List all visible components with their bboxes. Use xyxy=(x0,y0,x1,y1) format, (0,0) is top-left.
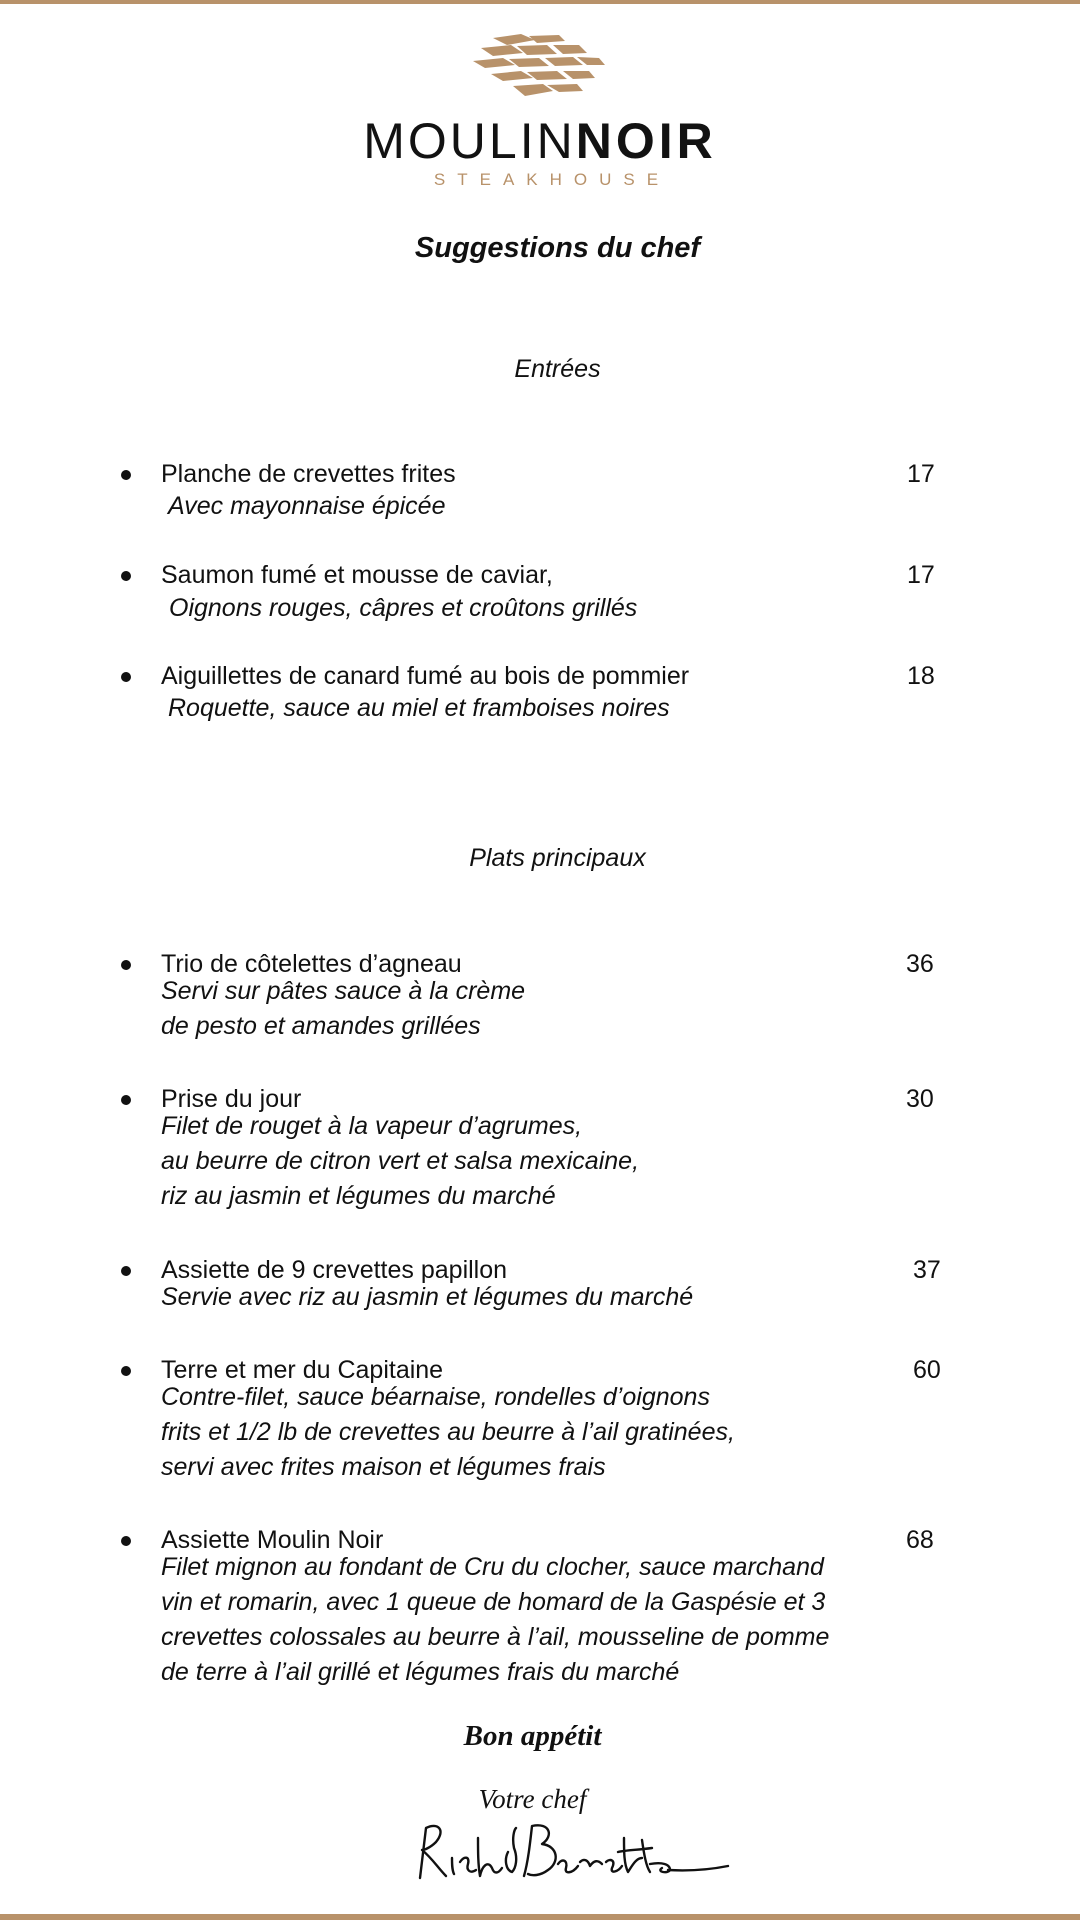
menu-item-description xyxy=(169,591,637,626)
menu-item-price: 17 xyxy=(907,561,935,589)
brand-tagline: STEAKHOUSE xyxy=(433,170,671,189)
menu-item-price: 37 xyxy=(913,1256,941,1284)
menu-item-description-line: Oignons rouges, câpres et croûtons grillés xyxy=(169,594,638,622)
top-border-rule xyxy=(0,0,1080,4)
bullet-icon xyxy=(121,960,131,970)
menu-item-description xyxy=(161,1280,693,1315)
menu-item-price: 36 xyxy=(906,950,934,978)
bullet-icon xyxy=(121,1366,131,1376)
menu-item-description-line: Servie avec riz au jasmin et légumes du marché xyxy=(161,1283,694,1311)
bullet-icon xyxy=(121,1095,131,1105)
menu-item-name: Assiette Moulin Noir xyxy=(161,1526,384,1554)
closing-text: Bon appétit xyxy=(463,1720,602,1752)
menu-item-description-line: Filet de rouget à la vapeur d’agrumes, xyxy=(161,1112,583,1140)
menu-item-description-line: Servi sur pâtes sauce à la crème xyxy=(161,977,526,1005)
menu-item-description-line: frits et 1/2 lb de crevettes au beurre à l’ail gratinées, xyxy=(161,1418,735,1446)
section-heading-plats-principaux: Plats principaux xyxy=(469,844,646,872)
brand-name xyxy=(0,113,1080,169)
menu-item-description xyxy=(168,489,446,524)
menu-item-name: Saumon fumé et mousse de caviar, xyxy=(161,561,553,589)
section-heading-entrees: Entrées xyxy=(514,355,601,383)
menu-item-name: Assiette de 9 crevettes papillon xyxy=(161,1256,508,1284)
menu-item-description-line: crevettes colossales au beurre à l’ail, mousseline de pomme xyxy=(161,1623,830,1651)
brand-name-bold: NOIR xyxy=(575,113,717,169)
menu-item-price: 68 xyxy=(906,1526,934,1554)
menu-item-price: 30 xyxy=(906,1085,934,1113)
chef-signature xyxy=(412,1818,732,1890)
menu-item-price: 60 xyxy=(913,1356,941,1384)
menu-item-name: Trio de côtelettes d’agneau xyxy=(161,950,462,978)
menu-item-name: Planche de crevettes frites xyxy=(161,460,456,488)
menu-item-price: 17 xyxy=(907,460,935,488)
menu-item-description-line: vin et romarin, avec 1 queue de homard de la Gaspésie et 3 xyxy=(161,1588,826,1616)
menu-item-description xyxy=(168,691,670,726)
bullet-icon xyxy=(121,1536,131,1546)
page-title: Suggestions du chef xyxy=(414,232,701,264)
menu-item-description-line: Roquette, sauce au miel et framboises noires xyxy=(168,694,670,722)
bullet-icon xyxy=(121,470,131,480)
bottom-border-rule xyxy=(0,1914,1080,1920)
menu-item-description-line: Filet mignon au fondant de Cru du clocher, sauce marchand xyxy=(161,1553,824,1581)
menu-item-description-line: de terre à l’ail grillé et légumes frais du marché xyxy=(161,1658,680,1686)
bullet-icon xyxy=(121,1266,131,1276)
brand-name-light: MOULIN xyxy=(363,113,576,169)
menu-item-description-line: Contre-filet, sauce béarnaise, rondelles d’oignons xyxy=(161,1383,710,1411)
menu-item-description-line: riz au jasmin et légumes du marché xyxy=(161,1182,556,1210)
menu-item-name: Prise du jour xyxy=(161,1085,302,1113)
bullet-icon xyxy=(121,571,131,581)
roof-tiles-logo-icon xyxy=(473,34,607,98)
menu-item-description xyxy=(161,1550,829,1690)
menu-item-description-line: de pesto et amandes grillées xyxy=(161,1012,481,1040)
menu-item-description xyxy=(161,974,525,1044)
bullet-icon xyxy=(121,672,131,682)
menu-item-price: 18 xyxy=(907,662,935,690)
chef-signoff: Votre chef xyxy=(478,1784,587,1814)
menu-item-description-line: Avec mayonnaise épicée xyxy=(168,492,446,520)
menu-item-name: Aiguillettes de canard fumé au bois de pommier xyxy=(161,662,690,690)
menu-item-description xyxy=(161,1109,639,1214)
menu-item-name: Terre et mer du Capitaine xyxy=(161,1356,444,1384)
menu-item-description xyxy=(161,1380,735,1485)
menu-item-description-line: au beurre de citron vert et salsa mexicaine, xyxy=(161,1147,640,1175)
menu-item-description-line: servi avec frites maison et légumes frais xyxy=(161,1453,606,1481)
